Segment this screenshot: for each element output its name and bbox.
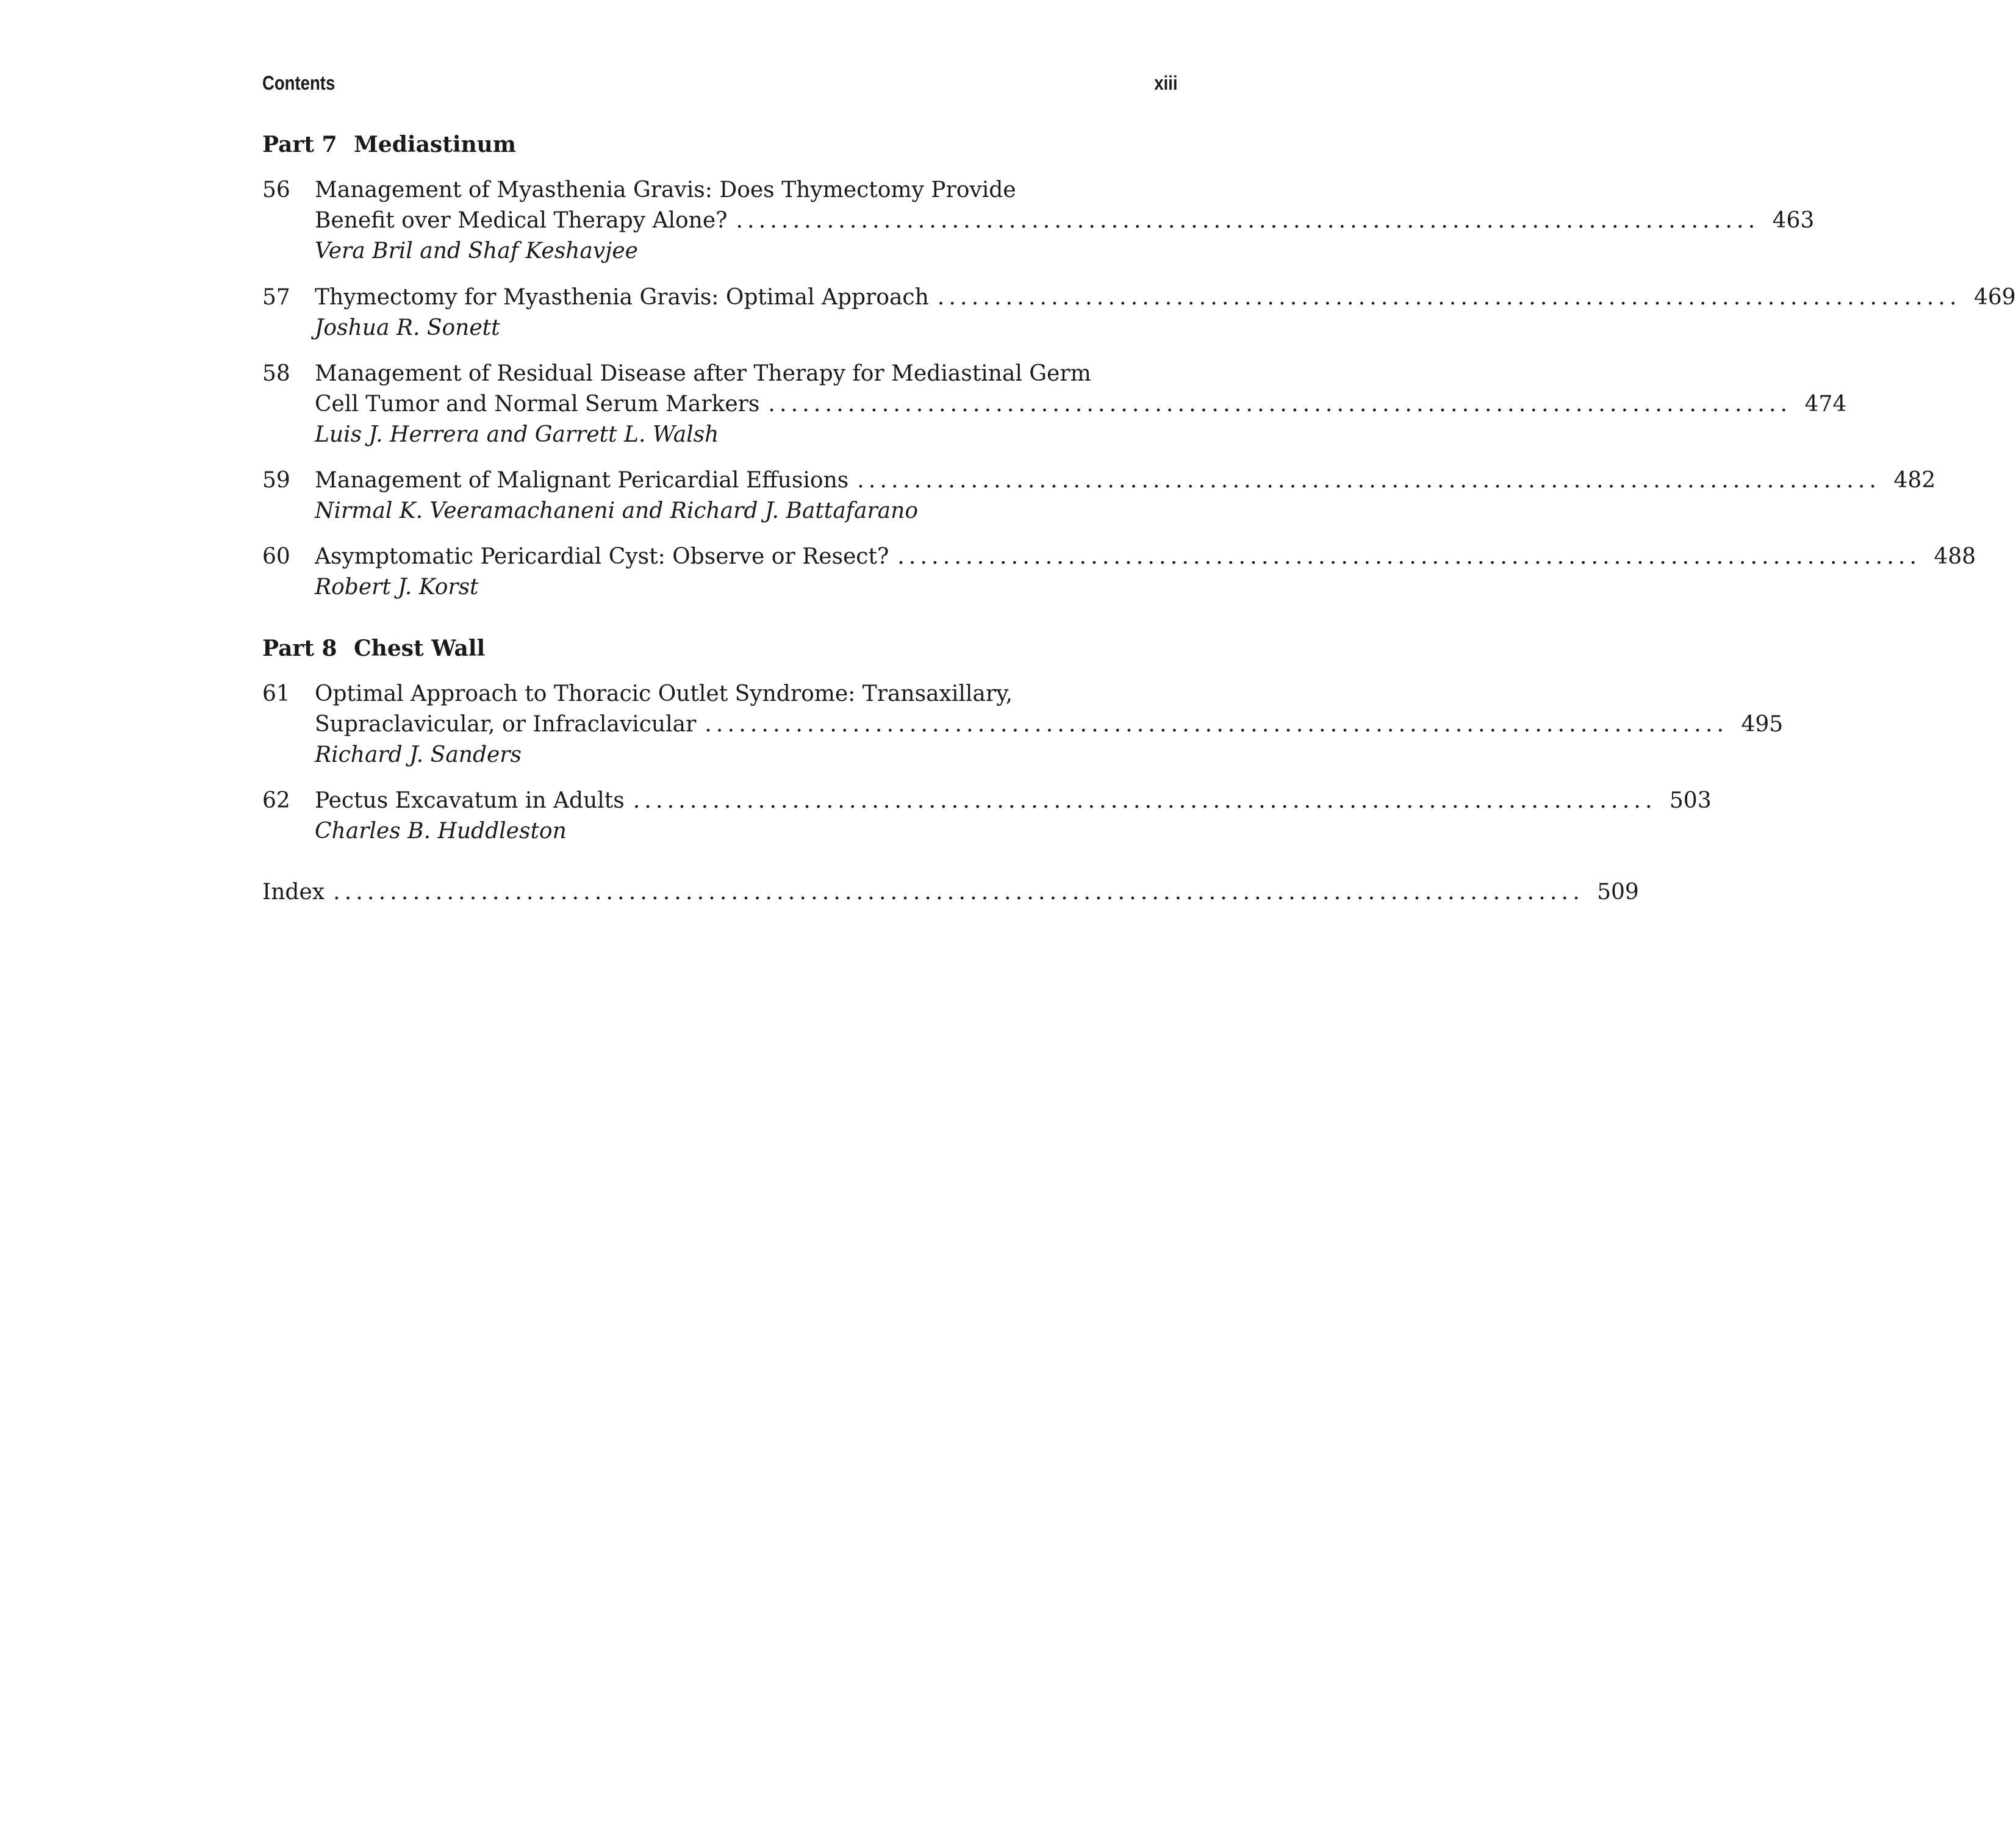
page-number: 463	[1772, 208, 1815, 233]
dot-leader: ..........................................................................................	[937, 285, 1961, 310]
page-number: 495	[1741, 712, 1784, 737]
chapter-author: Robert J. Korst	[315, 575, 479, 600]
dot-leader: ..........................................................................................	[705, 712, 1729, 737]
chapter-number: 59	[262, 468, 290, 493]
chapter-title-line: Supraclavicular, or Infraclavicular	[315, 712, 697, 737]
chapter-title-line: Management of Myasthenia Gravis: Does Thymectomy Provide	[315, 178, 1016, 203]
chapter-number: 57	[262, 285, 290, 310]
dot-leader: ..........................................................................................	[857, 468, 1881, 493]
part-title: Chest Wall	[354, 636, 486, 661]
chapter-author: Luis J. Herrera and Garrett L. Walsh	[315, 422, 719, 447]
page-number-roman: xiii	[1153, 72, 1177, 94]
running-head	[262, 72, 1177, 99]
chapter-title-line: Management of Malignant Pericardial Effusions	[315, 468, 849, 493]
part-title: Mediastinum	[354, 132, 516, 157]
toc-entry-index[interactable]	[262, 877, 1639, 908]
toc-page	[262, 0, 2016, 1830]
page-number: 469	[1973, 285, 2016, 310]
chapter-author: Charles B. Huddleston	[315, 819, 567, 844]
part-heading	[262, 129, 516, 160]
dot-leader: ..........................................................................................	[897, 544, 1921, 569]
chapter-number: 62	[262, 788, 290, 813]
chapter-title-line: Optimal Approach to Thoracic Outlet Syndrome: Transaxillary,	[315, 681, 1013, 706]
running-head-title: Contents	[262, 72, 335, 94]
chapter-author: Joshua R. Sonett	[315, 315, 500, 340]
part-heading	[262, 633, 485, 664]
chapter-title-line: Asymptomatic Pericardial Cyst: Observe or Resect?	[315, 544, 889, 569]
page-number: 488	[1934, 544, 1976, 569]
part-label: Part 8	[262, 636, 337, 661]
dot-leader: ..............................................................................................................	[333, 880, 1584, 905]
chapter-author: Vera Bril and Shaf Keshavjee	[315, 239, 638, 264]
chapter-number: 56	[262, 178, 290, 203]
dot-leader: ..........................................................................................	[736, 208, 1760, 233]
index-label: Index	[262, 880, 325, 905]
dot-leader: ..........................................................................................	[768, 392, 1792, 417]
chapter-title-line: Cell Tumor and Normal Serum Markers	[315, 392, 760, 417]
chapter-title-line: Benefit over Medical Therapy Alone?	[315, 208, 728, 233]
chapter-number: 60	[262, 544, 290, 569]
chapter-title-line: Management of Residual Disease after Therapy for Mediastinal Germ	[315, 361, 1091, 386]
chapter-title-line: Pectus Excavatum in Adults	[315, 788, 625, 813]
chapter-number: 61	[262, 681, 290, 706]
chapter-number: 58	[262, 361, 290, 386]
page-number: 509	[1597, 880, 1639, 905]
chapter-author: Nirmal K. Veeramachaneni and Richard J. Battafarano	[315, 498, 918, 523]
chapter-title-line: Thymectomy for Myasthenia Gravis: Optimal Approach	[315, 285, 929, 310]
page-number: 482	[1893, 468, 1936, 493]
page-number: 474	[1804, 392, 1847, 417]
part-label: Part 7	[262, 132, 337, 157]
chapter-author: Richard J. Sanders	[315, 742, 522, 767]
page-number: 503	[1669, 788, 1712, 813]
dot-leader: ..........................................................................................	[633, 788, 1657, 813]
